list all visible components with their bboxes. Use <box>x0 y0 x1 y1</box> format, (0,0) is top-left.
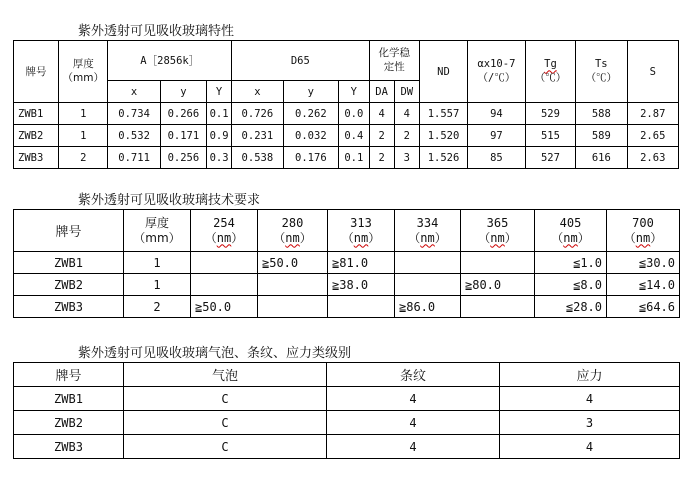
table2-header-row <box>14 210 680 252</box>
chem-label-line1: 化学稳 <box>378 47 410 60</box>
cell: 515 <box>525 125 575 147</box>
cell: 4 <box>369 103 394 125</box>
paren-close: ） <box>650 230 663 245</box>
cell: ≧80.0 <box>461 274 535 296</box>
tg-label: Tg <box>544 58 557 71</box>
unit-nm: nm <box>285 230 300 245</box>
cell <box>395 252 461 274</box>
cell-grade: ZWB1 <box>14 252 124 274</box>
wavelength-unit <box>461 231 534 246</box>
table-row <box>14 125 679 147</box>
alpha-label: αx10-7 <box>477 58 516 71</box>
col-header-tg <box>525 41 575 103</box>
col-header-striae: 条纹 <box>327 363 500 387</box>
wavelength-label: 254 <box>213 215 235 230</box>
col-group-chemical-stability <box>369 41 419 81</box>
cell-grade: ZWB1 <box>14 103 59 125</box>
col-header-bubbles: 气泡 <box>124 363 327 387</box>
cell: ≦14.0 <box>607 274 680 296</box>
col-header-wl-700 <box>607 210 680 252</box>
paren-close: ） <box>368 230 381 245</box>
cell: 1 <box>59 103 108 125</box>
tg-unit: （℃） <box>534 71 567 84</box>
cell-grade: ZWB3 <box>14 296 124 318</box>
paren-close: ） <box>434 230 447 245</box>
cell <box>461 252 535 274</box>
cell: ≦28.0 <box>535 296 607 318</box>
paren-open: （ <box>623 230 636 245</box>
cell: 0.266 <box>160 103 206 125</box>
wavelength-unit <box>191 231 257 246</box>
cell: 0.256 <box>160 147 206 169</box>
cell: 2.87 <box>627 103 678 125</box>
cell: 0.726 <box>232 103 283 125</box>
col-header-wl-405 <box>535 210 607 252</box>
ts-unit: （℃） <box>585 71 618 84</box>
col-header-thickness <box>124 210 191 252</box>
paren-open: （ <box>478 230 491 245</box>
cell: 4 <box>327 435 500 459</box>
cell: ≦64.6 <box>607 296 680 318</box>
unit-nm: nm <box>490 230 505 245</box>
unit-nm: nm <box>216 230 232 245</box>
cell: 0.711 <box>108 147 160 169</box>
cell: ≧81.0 <box>328 252 395 274</box>
col-header-a-x: x <box>108 81 160 103</box>
cell: C <box>124 387 327 411</box>
cell: 3 <box>394 147 419 169</box>
col-header-nd: ND <box>419 41 467 103</box>
cell: 2 <box>369 147 394 169</box>
thickness-unit: （mm） <box>133 230 181 245</box>
cell <box>395 274 461 296</box>
paren-close: ） <box>299 230 312 245</box>
cell: ≦1.0 <box>535 252 607 274</box>
table-row <box>14 411 680 435</box>
col-header-grade: 牌号 <box>14 41 59 103</box>
cell: 1 <box>124 274 191 296</box>
cell: 527 <box>525 147 575 169</box>
col-header-dw: DW <box>394 81 419 103</box>
cell: 0.734 <box>108 103 160 125</box>
cell: ≦8.0 <box>535 274 607 296</box>
table-row <box>14 296 680 318</box>
col-group-d65: D65 <box>232 41 369 81</box>
col-header-a-y: y <box>160 81 206 103</box>
table3-header-row <box>14 363 680 387</box>
cell: 588 <box>576 103 627 125</box>
cell: ≦30.0 <box>607 252 680 274</box>
col-header-wl-254 <box>191 210 258 252</box>
cell: 4 <box>327 411 500 435</box>
col-header-wl-280 <box>258 210 328 252</box>
col-header-stress: 应力 <box>500 363 680 387</box>
cell: 2 <box>124 296 191 318</box>
ts-label: Ts <box>594 58 608 71</box>
cell <box>191 252 258 274</box>
table3-title: 紫外透射可见吸收玻璃气泡、条纹、应力类级别 <box>78 346 352 361</box>
cell <box>461 296 535 318</box>
wavelength-unit <box>535 231 606 246</box>
col-header-grade: 牌号 <box>14 363 124 387</box>
cell <box>191 274 258 296</box>
col-header-grade: 牌号 <box>14 210 124 252</box>
cell: 4 <box>500 435 680 459</box>
thickness-label: 厚度 <box>144 215 169 230</box>
unit-nm: nm <box>635 230 651 245</box>
cell-grade: ZWB2 <box>14 274 124 296</box>
col-header-d65-Y: Y <box>339 81 369 103</box>
cell: ≧50.0 <box>258 252 328 274</box>
cell: 2.63 <box>627 147 678 169</box>
paren-open: （ <box>273 230 286 245</box>
cell <box>258 274 328 296</box>
col-header-thickness <box>59 41 108 103</box>
paren-open: （ <box>551 230 564 245</box>
cell: 1.520 <box>419 125 467 147</box>
cell: 2.65 <box>627 125 678 147</box>
cell: 0.231 <box>232 125 283 147</box>
cell: 1.526 <box>419 147 467 169</box>
col-header-da: DA <box>369 81 394 103</box>
cell: 85 <box>468 147 526 169</box>
table1-title: 紫外透射可见吸收玻璃特性 <box>78 24 235 39</box>
unit-nm: nm <box>563 230 578 245</box>
paren-close: ） <box>504 230 517 245</box>
cell-grade: ZWB3 <box>14 435 124 459</box>
cell: 2 <box>59 147 108 169</box>
cell: 0.0 <box>339 103 369 125</box>
cell: 97 <box>468 125 526 147</box>
paren-open: （ <box>204 230 217 245</box>
thickness-label: 厚度 <box>72 58 94 71</box>
wavelength-label: 280 <box>281 215 304 230</box>
table-row <box>14 252 680 274</box>
col-header-d65-y: y <box>283 81 339 103</box>
cell: 0.032 <box>283 125 339 147</box>
col-group-a2856k: A［2856k］ <box>108 41 232 81</box>
wavelength-unit <box>607 231 679 246</box>
cell: 0.9 <box>206 125 231 147</box>
technical-requirements-table <box>13 209 680 318</box>
paren-close: ） <box>577 230 590 245</box>
cell: C <box>124 411 327 435</box>
table-row <box>14 147 679 169</box>
cell: 0.4 <box>339 125 369 147</box>
col-header-wl-365 <box>461 210 535 252</box>
unit-nm: nm <box>420 230 435 245</box>
wavelength-unit <box>395 231 460 246</box>
col-header-wl-313 <box>328 210 395 252</box>
col-header-wl-334 <box>395 210 461 252</box>
glass-properties-table <box>13 40 679 169</box>
table-row <box>14 274 680 296</box>
chem-label-line2: 定性 <box>383 60 405 73</box>
cell: 529 <box>525 103 575 125</box>
col-header-ts <box>576 41 627 103</box>
alpha-unit: （/℃） <box>477 71 516 84</box>
cell: 0.176 <box>283 147 339 169</box>
wavelength-label: 365 <box>486 215 509 230</box>
cell-grade: ZWB3 <box>14 147 59 169</box>
paren-close: ） <box>231 230 244 245</box>
cell: C <box>124 435 327 459</box>
cell: 94 <box>468 103 526 125</box>
cell: 0.262 <box>283 103 339 125</box>
cell <box>328 296 395 318</box>
cell-grade: ZWB2 <box>14 125 59 147</box>
table-row <box>14 387 680 411</box>
cell: 616 <box>576 147 627 169</box>
cell: ≧38.0 <box>328 274 395 296</box>
cell-grade: ZWB1 <box>14 387 124 411</box>
cell: 3 <box>500 411 680 435</box>
cell: 1 <box>124 252 191 274</box>
cell: 4 <box>394 103 419 125</box>
wavelength-unit <box>328 231 394 246</box>
col-header-alpha <box>468 41 526 103</box>
wavelength-label: 700 <box>632 215 654 230</box>
cell-grade: ZWB2 <box>14 411 124 435</box>
cell: 0.3 <box>206 147 231 169</box>
cell: 0.532 <box>108 125 160 147</box>
cell: 589 <box>576 125 627 147</box>
wavelength-label: 334 <box>416 215 439 230</box>
wavelength-label: 405 <box>559 215 582 230</box>
wavelength-label: 313 <box>350 215 372 230</box>
col-header-a-Y: Y <box>206 81 231 103</box>
cell: 0.538 <box>232 147 283 169</box>
col-header-d65-x: x <box>232 81 283 103</box>
paren-open: （ <box>341 230 354 245</box>
wavelength-unit <box>258 231 327 246</box>
defect-grade-table <box>13 362 680 459</box>
thickness-unit: （mm） <box>62 71 104 84</box>
cell: 2 <box>394 125 419 147</box>
col-header-s: S <box>627 41 678 103</box>
cell: ≧50.0 <box>191 296 258 318</box>
cell: 1 <box>59 125 108 147</box>
cell: 4 <box>500 387 680 411</box>
cell: ≧86.0 <box>395 296 461 318</box>
cell: 4 <box>327 387 500 411</box>
table-row <box>14 103 679 125</box>
cell: 0.1 <box>206 103 231 125</box>
unit-nm: nm <box>353 230 369 245</box>
table1-header-row <box>14 41 679 81</box>
table2-title: 紫外透射可见吸收玻璃技术要求 <box>78 193 261 208</box>
cell: 2 <box>369 125 394 147</box>
table-row <box>14 435 680 459</box>
cell: 0.171 <box>160 125 206 147</box>
cell <box>258 296 328 318</box>
paren-open: （ <box>408 230 421 245</box>
cell: 1.557 <box>419 103 467 125</box>
cell: 0.1 <box>339 147 369 169</box>
